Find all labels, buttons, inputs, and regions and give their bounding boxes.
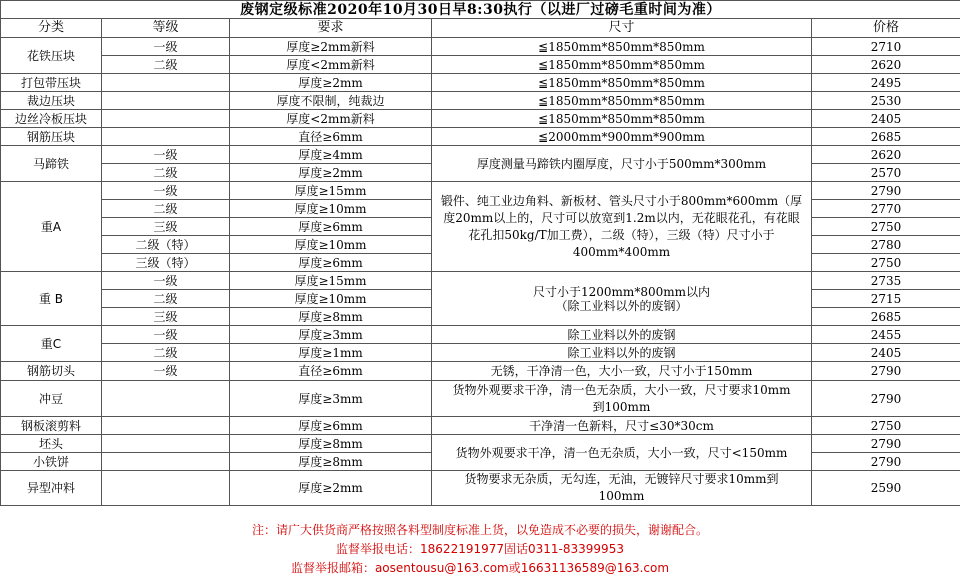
table-row [1,417,960,435]
requirement-cell: 直径≥6mm [230,362,432,381]
requirement-cell: 厚度≥2mm新料 [230,38,432,56]
price-cell: 2405 [812,344,960,362]
price-cell: 2710 [812,38,960,56]
category-cell: 冲豆 [1,381,102,417]
size-cell: ≦1850mm*850mm*850mm [432,56,812,74]
size-cell [432,272,812,326]
grade-cell: 三级 [102,218,230,236]
table-row [1,110,960,128]
requirement-cell: 厚度≥6mm [230,417,432,435]
requirement-cell: 厚度<2mm新料 [230,56,432,74]
table-row [1,344,960,362]
price-cell: 2570 [812,164,960,182]
requirement-cell: 厚度≥2mm [230,164,432,182]
category-cell: 打包带压块 [1,74,102,92]
grade-cell: 一级 [102,362,230,381]
grade-cell: 一级 [102,272,230,290]
category-cell: 边丝冷板压块 [1,110,102,128]
table-row [1,74,960,92]
sheet-title: 废钢定级标准2020年10月30日早8:30执行（以进厂过磅毛重时间为准） [1,1,960,19]
requirement-cell: 厚度≥8mm [230,435,432,453]
header-category: 分类 [1,19,102,38]
requirement-cell: 厚度≥10mm [230,236,432,254]
grade-cell: 二级 [102,344,230,362]
size-cell: ≦1850mm*850mm*850mm [432,92,812,110]
table-row [1,56,960,74]
requirement-cell: 厚度不限制，纯裁边 [230,92,432,110]
price-cell: 2620 [812,56,960,74]
table-row [1,92,960,110]
footer-phone: 监督举报电话：18622191977固话0311-83399953 [0,540,960,559]
table-row [1,362,960,381]
category-cell: 钢筋切头 [1,362,102,381]
requirement-cell: 厚度≥6mm [230,254,432,272]
table-row [1,272,960,290]
price-cell: 2405 [812,110,960,128]
price-cell: 2685 [812,308,960,326]
price-cell: 2790 [812,362,960,381]
requirement-cell: 厚度≥2mm [230,74,432,92]
price-cell: 2790 [812,453,960,471]
table-row [1,128,960,146]
grade-cell [102,435,230,453]
price-cell: 2620 [812,146,960,164]
grade-cell [102,128,230,146]
requirement-cell: 厚度≥10mm [230,290,432,308]
price-cell: 2790 [812,435,960,453]
grade-cell: 三级（特） [102,254,230,272]
category-cell: 重 B [1,272,102,326]
category-cell: 钢筋压块 [1,128,102,146]
header-price: 价格 [812,19,960,38]
size-cell: 货物要求无杂质，无勾连，无油，无镀锌尺寸要求10mm到100mm [432,471,812,506]
grade-cell [102,453,230,471]
grade-cell [102,110,230,128]
category-cell: 重C [1,326,102,362]
grade-cell: 二级 [102,200,230,218]
requirement-cell: 厚度≥1mm [230,344,432,362]
size-cell: 干净清一色新料，尺寸≤30*30cm [432,417,812,435]
grade-cell: 二级 [102,164,230,182]
header-requirement: 要求 [230,19,432,38]
table-row [1,435,960,453]
requirement-cell: 厚度≥15mm [230,272,432,290]
size-line: 尺寸小于1200mm*800mm以内 [436,285,807,299]
grade-cell: 二级（特） [102,236,230,254]
requirement-cell: 厚度≥3mm [230,381,432,417]
grade-cell [102,74,230,92]
header-row [1,19,960,38]
category-cell: 钢板滚剪料 [1,417,102,435]
category-cell: 裁边压块 [1,92,102,110]
requirement-cell: 厚度≥10mm [230,200,432,218]
category-cell: 异型冲料 [1,471,102,506]
grade-cell: 一级 [102,146,230,164]
header-size: 尺寸 [432,19,812,38]
footer-note: 注：请广大供货商严格按照各料型制度标准上货，以免造成不必要的损失，谢谢配合。 [0,521,960,540]
category-cell: 坯头 [1,435,102,453]
category-cell: 花铁压块 [1,38,102,74]
size-cell: 除工业料以外的废钢 [432,326,812,344]
table-row [1,471,960,506]
grade-cell: 二级 [102,56,230,74]
price-cell: 2790 [812,381,960,417]
size-cell: ≦1850mm*850mm*850mm [432,110,812,128]
footer-notes [0,519,960,585]
size-cell: 厚度测量马蹄铁内圈厚度，尺寸小于500mm*300mm [432,146,812,182]
grade-cell: 三级 [102,308,230,326]
grade-cell [102,471,230,506]
requirement-cell: 直径≥6mm [230,128,432,146]
grade-cell [102,381,230,417]
size-cell: 货物外观要求干净，清一色无杂质，大小一致，尺寸要求10mm到100mm [432,381,812,417]
grade-cell: 一级 [102,326,230,344]
price-cell: 2750 [812,254,960,272]
size-cell: 锻件、纯工业边角料、新板材、管头尺寸小于800mm*600mm（厚度20mm以上的，尺寸可以放宽到1.2m以内，无花眼花孔，有花眼花孔扣50kg/T加工费），二级（特），三级（特）尺寸小于400mm*400mm [432,182,812,272]
price-cell: 2790 [812,182,960,200]
grade-cell: 一级 [102,182,230,200]
grade-cell [102,92,230,110]
table-row [1,38,960,56]
requirement-cell: 厚度<2mm新料 [230,110,432,128]
size-cell: ≦2000mm*900mm*900mm [432,128,812,146]
requirement-cell: 厚度≥2mm [230,471,432,506]
category-cell: 马蹄铁 [1,146,102,182]
price-cell: 2780 [812,236,960,254]
table-row [1,381,960,417]
price-cell: 2495 [812,74,960,92]
requirement-cell: 厚度≥8mm [230,308,432,326]
price-cell: 2770 [812,200,960,218]
requirement-cell: 厚度≥6mm [230,218,432,236]
price-cell: 2530 [812,92,960,110]
grade-cell [102,417,230,435]
requirement-cell: 厚度≥3mm [230,326,432,344]
grade-cell: 一级 [102,38,230,56]
table-row [1,146,960,164]
table-row [1,326,960,344]
price-cell: 2750 [812,417,960,435]
category-cell: 小铁饼 [1,453,102,471]
price-cell: 2735 [812,272,960,290]
price-cell: 2750 [812,218,960,236]
price-cell: 2685 [812,128,960,146]
requirement-cell: 厚度≥8mm [230,453,432,471]
footer-email: 监督举报邮箱：aosentousu@163.com或16631136589@163.com [0,559,960,578]
price-cell: 2715 [812,290,960,308]
category-cell: 重A [1,182,102,272]
price-cell: 2590 [812,471,960,506]
grade-cell: 二级 [102,290,230,308]
price-cell: 2455 [812,326,960,344]
size-line: （除工业料以外的废钢） [436,299,807,313]
table-row [1,182,960,200]
title-row [1,1,960,19]
header-grade: 等级 [102,19,230,38]
requirement-cell: 厚度≥15mm [230,182,432,200]
requirement-cell: 厚度≥4mm [230,146,432,164]
size-cell: 货物外观要求干净，清一色无杂质，大小一致，尺寸<150mm [432,435,812,471]
size-cell: 除工业料以外的废钢 [432,344,812,362]
size-cell: 无锈，干净清一色，大小一致，尺寸小于150mm [432,362,812,381]
size-cell: ≦1850mm*850mm*850mm [432,38,812,56]
size-cell: ≦1850mm*850mm*850mm [432,74,812,92]
